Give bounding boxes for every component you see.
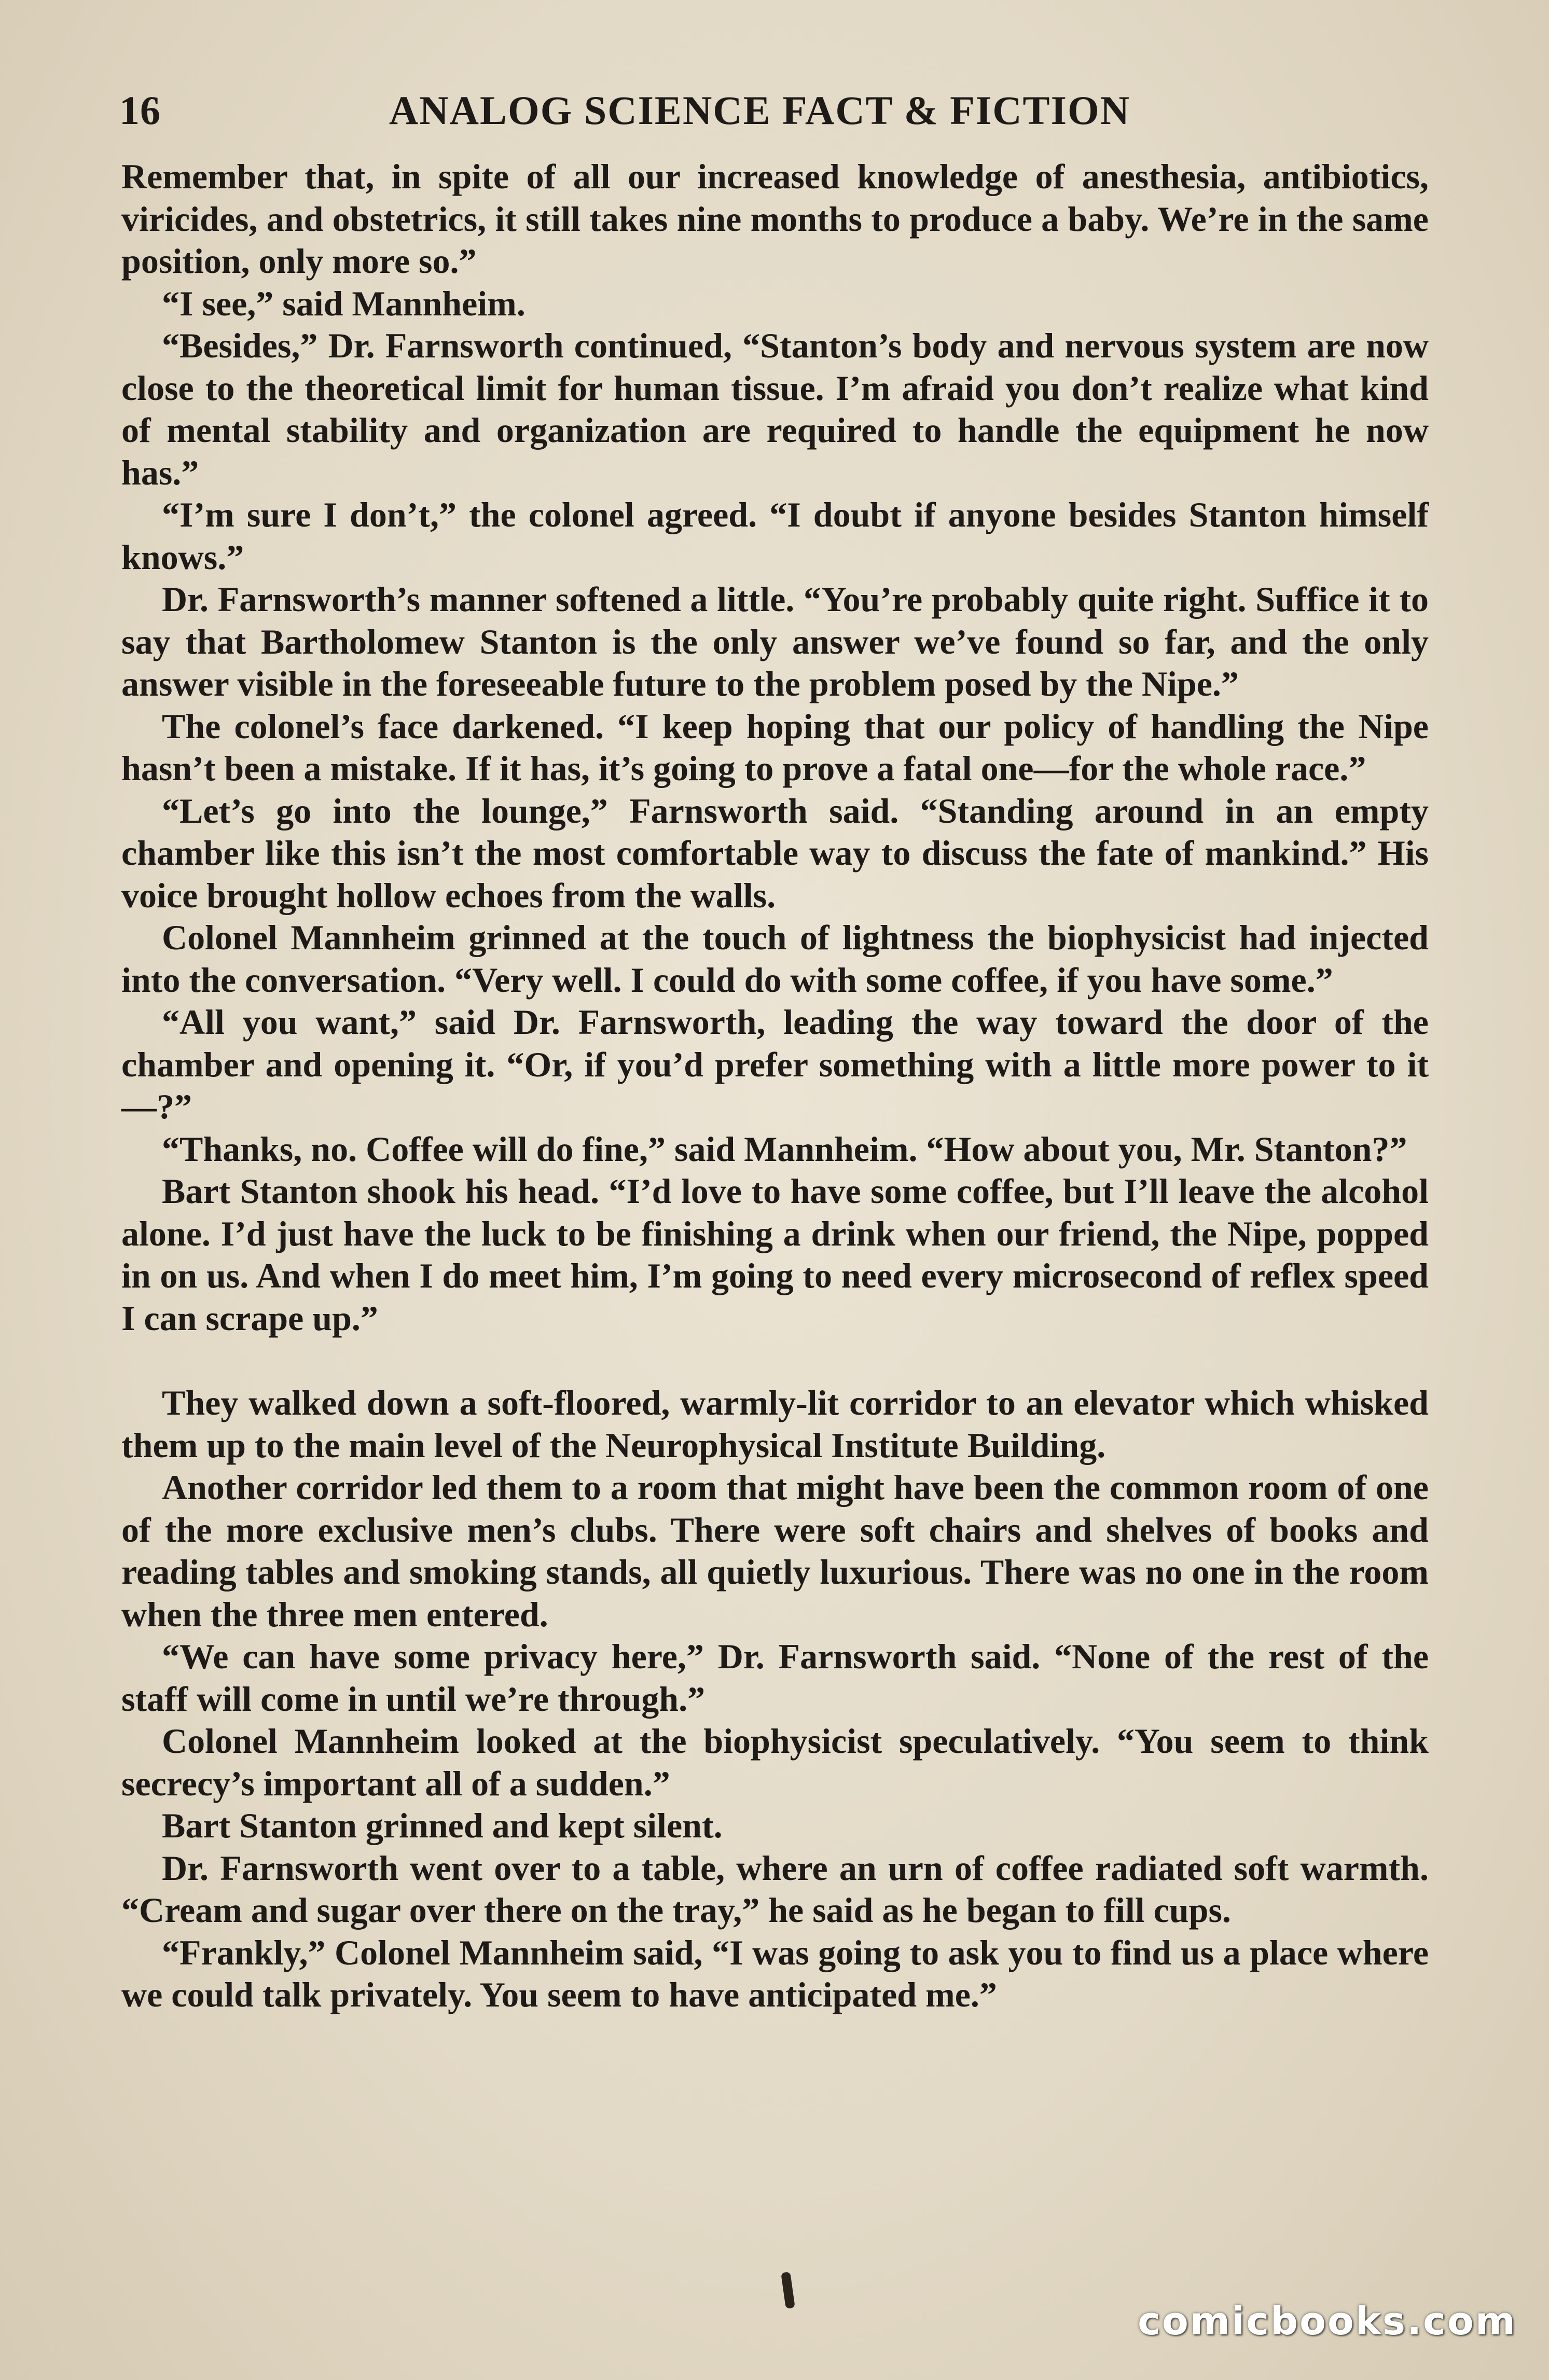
- paragraph: Another corridor led them to a room that might have been the common room of one of the more exclusive men’s clubs. There were soft chairs and shelves of books and reading tables and smoking stands, all quietly luxurious. There was no one in the room when the three men entered.: [121, 1468, 1429, 1634]
- page-number: 16: [119, 88, 161, 133]
- watermark: comicbooks.com: [1138, 2299, 1517, 2344]
- paragraph: “I see,” said Mannheim.: [162, 283, 525, 323]
- paragraph: Colonel Mannheim grinned at the touch of lightness the biophysicist had injected into the conversation. “Very well. I could do with some coffee, if you have some.”: [121, 918, 1429, 1000]
- paragraph: “I’m sure I don’t,” the colonel agreed. “I doubt if anyone besides Stanton himself knows.”: [121, 495, 1429, 577]
- paragraph: “Let’s go into the lounge,” Farnsworth said. “Standing around in an empty chamber like this isn’t the most comfortable way to discuss the fate of mankind.” His voice brought hollow echoes from the walls.: [121, 791, 1429, 915]
- section-break: [121, 1339, 1429, 1382]
- running-head: ANALOG SCIENCE FACT & FICTION: [389, 88, 1130, 133]
- paragraph: They walked down a soft-floored, warmly-lit corridor to an elevator which whisked them up to the main level of the Neurophysical Institute Building.: [121, 1383, 1429, 1465]
- body-text: [121, 156, 1429, 2016]
- ink-speck: [781, 2272, 795, 2309]
- paragraph: Remember that, in spite of all our increased knowledge of anesthesia, antibiotics, viricides, and obstetrics, it still takes nine months to produce a baby. We’re in the same position, only more so.”: [121, 157, 1429, 281]
- paragraph: “Frankly,” Colonel Mannheim said, “I was going to ask you to find us a place where we could talk privately. You seem to have anticipated me.”: [121, 1932, 1429, 2014]
- paragraph: “All you want,” said Dr. Farnsworth, leading the way toward the door of the chamber and opening it. “Or, if you’d prefer something with a little more power to it—?”: [121, 1002, 1429, 1126]
- paragraph: “We can have some privacy here,” Dr. Farnsworth said. “None of the rest of the staff will come in until we’re through.”: [121, 1637, 1429, 1719]
- paragraph: “Besides,” Dr. Farnsworth continued, “Stanton’s body and nervous system are now close to the theoretical limit for human tissue. I’m afraid you don’t realize what kind of mental stability and organization are required to handle the equipment he now has.”: [121, 326, 1429, 492]
- paragraph: “Thanks, no. Coffee will do fine,” said Mannheim. “How about you, Mr. Stanton?”: [162, 1129, 1407, 1169]
- paragraph: Bart Stanton shook his head. “I’d love to have some coffee, but I’ll leave the alcohol alone. I’d just have the luck to be finishing a drink when our friend, the Nipe, popped in on us. And when I do meet him, I’m going to need every microsecond of reflex speed I can scrape up.”: [121, 1171, 1429, 1338]
- paragraph: The colonel’s face darkened. “I keep hoping that our policy of handling the Nipe hasn’t been a mistake. If it has, it’s going to prove a fatal one—for the whole race.”: [121, 706, 1429, 788]
- paragraph: Dr. Farnsworth’s manner softened a little. “You’re probably quite right. Suffice it to say that Bartholomew Stanton is the only answer we’ve found so far, and the only answer visible in the foreseeable future to the problem posed by the Nipe.”: [121, 579, 1429, 703]
- paragraph: Dr. Farnsworth went over to a table, where an urn of coffee radiated soft warmth. “Cream and sugar over there on the tray,” he said as he began to fill cups.: [121, 1848, 1429, 1930]
- page-header: [119, 87, 1432, 139]
- paragraph: Colonel Mannheim looked at the biophysicist speculatively. “You seem to think secrecy’s important all of a sudden.”: [121, 1721, 1429, 1803]
- paragraph: Bart Stanton grinned and kept silent.: [162, 1806, 723, 1845]
